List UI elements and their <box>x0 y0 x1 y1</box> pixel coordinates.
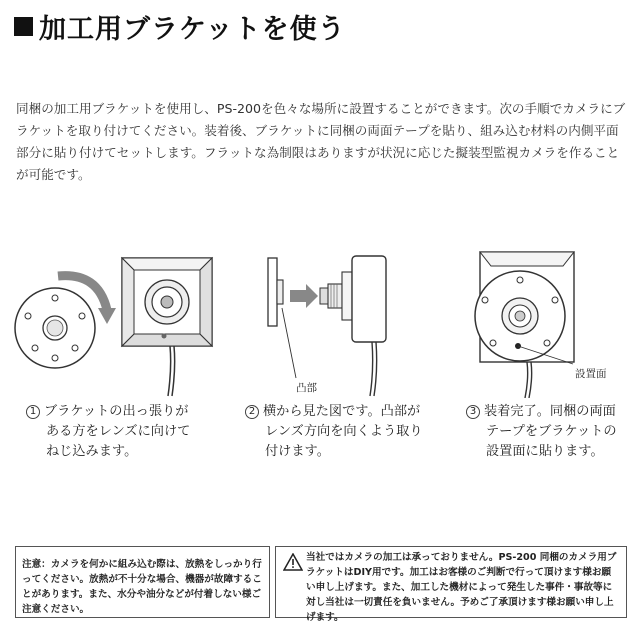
caption-line: 装着完了。同梱の両面 <box>484 404 616 419</box>
heading-square-bullet <box>14 17 33 36</box>
caption-line: ある方をレンズに向けて <box>46 424 191 439</box>
bracket-front-illustration <box>15 288 95 368</box>
bracket-side-illustration <box>268 258 283 326</box>
caption-line: 付けます。 <box>265 444 330 459</box>
camera-front-illustration <box>122 258 212 396</box>
mounting-surface-label: 設置面 <box>575 368 607 380</box>
step-number: 1 <box>26 405 40 419</box>
caption-line: 横から見た図です。凸部が <box>263 404 421 419</box>
figure-step-1 <box>10 248 235 398</box>
camera-side-illustration <box>320 256 386 396</box>
right-arrow-icon <box>290 284 318 308</box>
caption-line: 設置面に貼ります。 <box>486 444 604 459</box>
step-caption-3 <box>466 402 636 462</box>
protrusion-label: 凸部 <box>296 382 317 394</box>
figure-step-2 <box>258 250 408 400</box>
step-caption-2 <box>245 402 445 462</box>
warning-triangle-icon <box>283 553 303 571</box>
page-title: 加工用ブラケットを使う <box>39 13 346 45</box>
caution-notice <box>15 546 270 618</box>
caption-line: レンズ方向を向くよう取り <box>265 424 423 439</box>
disclaimer-notice <box>275 546 627 623</box>
caption-line: ねじ込みます。 <box>46 444 138 459</box>
leader-line <box>282 308 296 378</box>
caution-text: 注意：カメラを何かに組み込む際は、放熱をしっかり行ってください。放熱が不十分な場合、機器が故障することがあります。また、水分や油分などが付着しない様ご注意ください。 <box>22 559 262 615</box>
caption-line: ブラケットの出っ張りが <box>44 404 189 419</box>
step-number: 3 <box>466 405 480 419</box>
intro-paragraph: 同梱の加工用ブラケットを使用し、PS-200を色々な場所に設置することができます。次の手順でカメラにブラケットを取り付けてください。装着後、ブラケットに同梱の両面テープを貼り、組み込む材料の内側平面部分に貼り付けてセットします。フラットな為制限はありますが状況に応じた擬装型監視カメラを作ることが可能です。 <box>16 101 626 182</box>
page-heading <box>14 8 346 44</box>
bracket-mounted-illustration <box>475 271 565 361</box>
caption-line: テープをブラケットの <box>486 424 617 439</box>
step-caption-1 <box>26 402 216 462</box>
disclaimer-text: 当社ではカメラの加工は承っておりません。PS-200 同梱のカメラ用ブラケットはDIY用です。加工はお客様のご判断で行って頂けます様お願い申し上げます。また、加工した機材によって発生した事件・事故等に対し当社は一切責任を負いません。予めご了承頂けます様お願い申し上げます。 <box>306 552 617 623</box>
step-number: 2 <box>245 405 259 419</box>
